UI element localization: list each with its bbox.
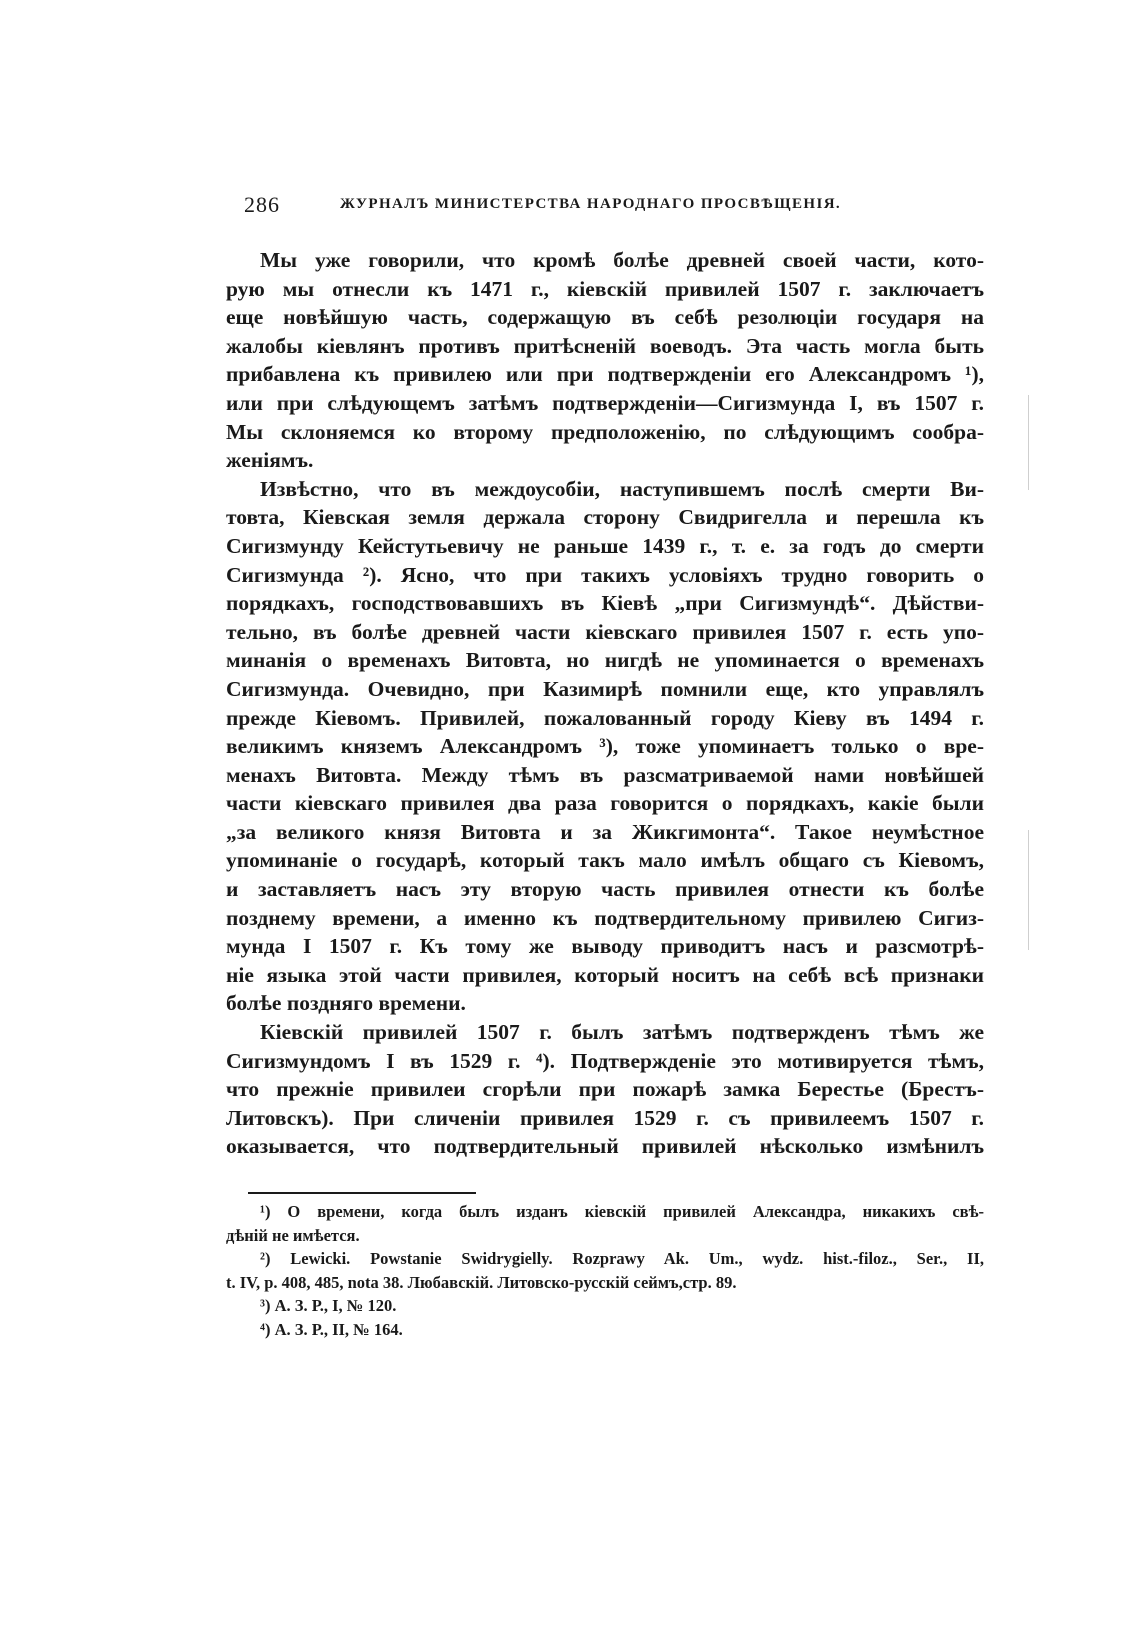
text-line: тельно, въ болѣе древней части кіевскаго привилея 1507 г. есть упо- [226, 619, 984, 644]
text-line: ніе языка этой части привилея, который носитъ на себѣ всѣ признаки [226, 962, 984, 987]
text-line: Кіевскій привилей 1507 г. былъ затѣмъ подтвержденъ тѣмъ же [260, 1020, 984, 1045]
footnote-line: ²) Lewicki. Powstanie Swidrygielly. Rozprawy Ak. Um., wydz. hist.-filoz., Ser., II, [260, 1249, 984, 1268]
text-line: позднему времени, а именно къ подтвердительному привилею Сигиз- [226, 905, 984, 930]
text-line: прибавлена къ привилею или при подтвержденіи его Александромъ ¹), [226, 362, 984, 387]
text-line: что прежніе привилеи сгорѣли при пожарѣ замка Берестье (Брестъ- [226, 1077, 984, 1102]
text-line: Сигизмунда. Очевидно, при Казимирѣ помнили еще, кто управлялъ [226, 676, 984, 701]
text-line: Литовскъ). При сличеніи привилея 1529 г. съ привилеемъ 1507 г. [226, 1105, 984, 1130]
footnote-line: ¹) О времени, когда былъ изданъ кіевскій привилей Александра, никакихъ свѣ- [260, 1202, 984, 1221]
text-line: женіямъ. [226, 448, 314, 473]
text-line: Сигизмундомъ I въ 1529 г. ⁴). Подтвержденіе это мотивируется тѣмъ, [226, 1048, 984, 1073]
page-header [244, 192, 984, 220]
text-line: Мы уже говорили, что кромѣ болѣе древней своей части, кото- [260, 248, 984, 272]
text-line: еще новѣйшую часть, содержащую въ себѣ резолюціи государя на [226, 305, 984, 330]
text-line: порядкахъ, господствовавшихъ въ Кіевѣ „при Сигизмундѣ“. Дѣйстви- [226, 591, 984, 616]
text-line: минанія о временахъ Витовта, но нигдѣ не упоминается о временахъ [226, 648, 984, 673]
text-line: оказывается, что подтвердительный привилей нѣсколько измѣнилъ [226, 1134, 984, 1159]
text-line: рую мы отнесли къ 1471 г., кіевскій привилей 1507 г. заключаетъ [226, 276, 984, 301]
text-line: части кіевскаго привилея два раза говорится о порядкахъ, какіе были [226, 791, 984, 816]
text-line: „за великого князя Витовта и за Жикгимонта“. Такое неумѣстное [226, 819, 984, 844]
text-line: менахъ Витовта. Между тѣмъ въ разсматриваемой нами новѣйшей [226, 762, 984, 787]
footnotes [226, 1200, 984, 1341]
text-line: великимъ княземъ Александромъ ³), тоже упоминаетъ только о вре- [226, 734, 984, 759]
scan-margin-mark [1028, 395, 1029, 490]
text-line: Мы склоняемся ко второму предположенію, по слѣдующимъ сообра- [226, 419, 984, 444]
text-line: товта, Кіевская земля держала сторону Свидригелла и перешла къ [226, 505, 984, 530]
text-line: Извѣстно, что въ междоусобіи, наступившемъ послѣ смерти Ви- [260, 476, 984, 501]
main-text [226, 246, 984, 1161]
text-line: болѣе поздняго времени. [226, 991, 466, 1016]
text-line: упоминаніе о государѣ, который такъ мало имѣлъ общаго съ Кіевомъ, [226, 848, 984, 873]
footnote-line: ³) А. З. Р., I, № 120. [260, 1296, 397, 1315]
running-title: ЖУРНАЛЪ МИНИСТЕРСТВА НАРОДНАГО ПРОСВѢЩЕНІЯ. [340, 196, 842, 212]
text-line: прежде Кіевомъ. Привилей, пожалованный городу Кіеву въ 1494 г. [226, 705, 984, 730]
text-line: мунда I 1507 г. Къ тому же выводу приводитъ насъ и разсмотрѣ- [226, 934, 984, 959]
footnote-line: t. IV, p. 408, 485, nota 38. Любавскій. Литовско-русскій сеймъ,стр. 89. [226, 1272, 737, 1292]
footnote-divider [248, 1192, 476, 1194]
text-line: и заставляетъ насъ эту вторую часть привилея отнести къ болѣе [226, 877, 984, 902]
page-number: 286 [244, 192, 280, 217]
footnote-line: дѣній не имѣется. [226, 1225, 360, 1245]
footnote-line: ⁴) А. З. Р., II, № 164. [260, 1319, 403, 1339]
text-line: Сигизмунду Кейстутьевичу не раньше 1439 г., т. е. за годъ до смерти [226, 533, 984, 558]
text-line: жалобы кіевлянъ противъ притѣсненій воеводъ. Эта часть могла быть [226, 333, 984, 358]
text-line: Сигизмунда ²). Ясно, что при такихъ условіяхъ трудно говорить о [226, 562, 984, 587]
scan-margin-mark [1028, 830, 1029, 950]
text-line: или при слѣдующемъ затѣмъ подтвержденіи—Сигизмунда I, въ 1507 г. [226, 390, 984, 415]
